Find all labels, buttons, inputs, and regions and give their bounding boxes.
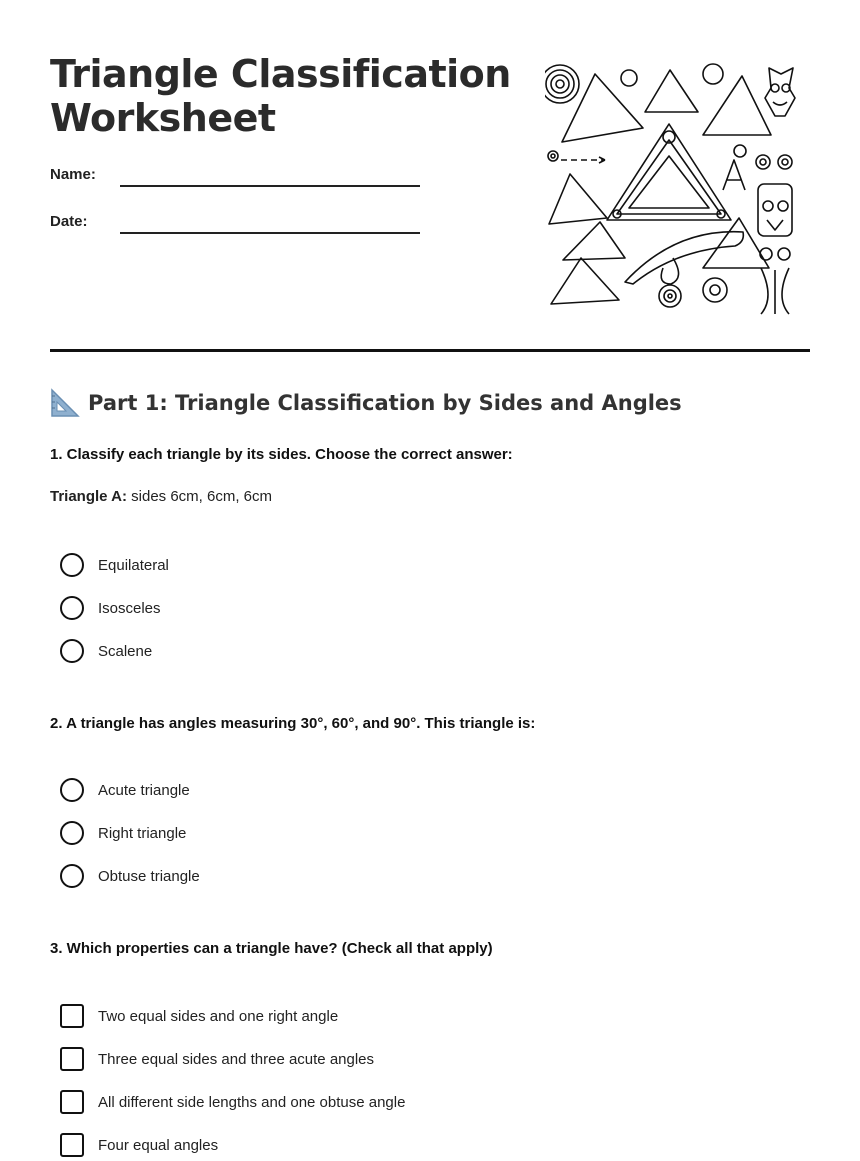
q2-option-right[interactable]: [60, 820, 186, 846]
triangle-clipart-image: [545, 58, 800, 320]
triangle-a-sides: sides 6cm, 6cm, 6cm: [131, 488, 273, 505]
large-triangle-shape: [607, 124, 731, 220]
radio-button[interactable]: [60, 596, 84, 620]
option-label: Scalene: [98, 642, 153, 660]
radio-button[interactable]: [60, 864, 84, 888]
section-divider: [50, 349, 810, 352]
totem-icon: [758, 184, 792, 314]
q1-option-scalene[interactable]: [60, 638, 152, 664]
checkbox[interactable]: [60, 1133, 84, 1157]
page-title: Triangle Classification Worksheet: [50, 52, 511, 140]
name-field-row: [50, 166, 420, 183]
option-label: Acute triangle: [98, 781, 190, 799]
triangle-shape: [563, 222, 625, 260]
option-label: Obtuse triangle: [98, 867, 200, 885]
spiral-circle-icon: [545, 65, 579, 103]
q1-option-equilateral[interactable]: [60, 552, 169, 578]
checkbox[interactable]: [60, 1090, 84, 1114]
triangle-shape: [703, 76, 771, 135]
option-label: All different side lengths and one obtuse angle: [98, 1093, 406, 1111]
question-1-prompt: 1. Classify each triangle by its sides. Choose the correct answer:: [50, 446, 513, 463]
option-label: Two equal sides and one right angle: [98, 1007, 339, 1025]
question-1-subject: [50, 488, 272, 505]
checkbox[interactable]: [60, 1047, 84, 1071]
radio-button[interactable]: [60, 639, 84, 663]
checkbox[interactable]: [60, 1004, 84, 1028]
worksheet-page: [50, 0, 810, 1161]
triangle-shape: [551, 258, 619, 304]
carved-mask-icon: [765, 68, 795, 116]
option-label: Equilateral: [98, 556, 169, 574]
question-3-prompt: 3. Which properties can a triangle have? (Check all that apply): [50, 940, 493, 957]
q2-option-acute[interactable]: [60, 777, 190, 803]
eyes-icon: [756, 155, 792, 169]
triangle-shape: [645, 70, 698, 112]
q3-option-4[interactable]: [60, 1132, 218, 1158]
set-square-icon: [50, 388, 80, 418]
option-label: Three equal sides and three acute angles: [98, 1050, 375, 1068]
radio-button[interactable]: [60, 553, 84, 577]
q3-option-1[interactable]: [60, 1003, 338, 1029]
option-label: Right triangle: [98, 824, 187, 842]
date-field[interactable]: [120, 232, 420, 234]
feather-icon: [625, 232, 743, 284]
part1-heading: [50, 388, 682, 418]
date-field-row: [50, 213, 420, 230]
name-field[interactable]: [120, 185, 420, 187]
radio-button[interactable]: [60, 778, 84, 802]
q2-option-obtuse[interactable]: [60, 863, 200, 889]
spiral-icon: [659, 278, 727, 307]
option-label: Isosceles: [98, 599, 161, 617]
radio-button[interactable]: [60, 821, 84, 845]
name-label: Name:: [50, 166, 96, 183]
q1-option-isosceles[interactable]: [60, 595, 161, 621]
part1-heading-text: Part 1: Triangle Classification by Sides and Angles: [88, 391, 682, 415]
triangle-shape: [549, 174, 607, 224]
question-2-prompt: 2. A triangle has angles measuring 30°, 60°, and 90°. This triangle is:: [50, 715, 536, 732]
triangle-shape: [703, 218, 769, 268]
arrow-icon: [548, 151, 605, 163]
q3-option-2[interactable]: [60, 1046, 374, 1072]
date-label: Date:: [50, 213, 88, 230]
letter-a-shape: [723, 160, 745, 190]
option-label: Four equal angles: [98, 1136, 219, 1154]
q3-option-3[interactable]: [60, 1089, 405, 1115]
triangle-a-label: Triangle A:: [50, 488, 127, 505]
